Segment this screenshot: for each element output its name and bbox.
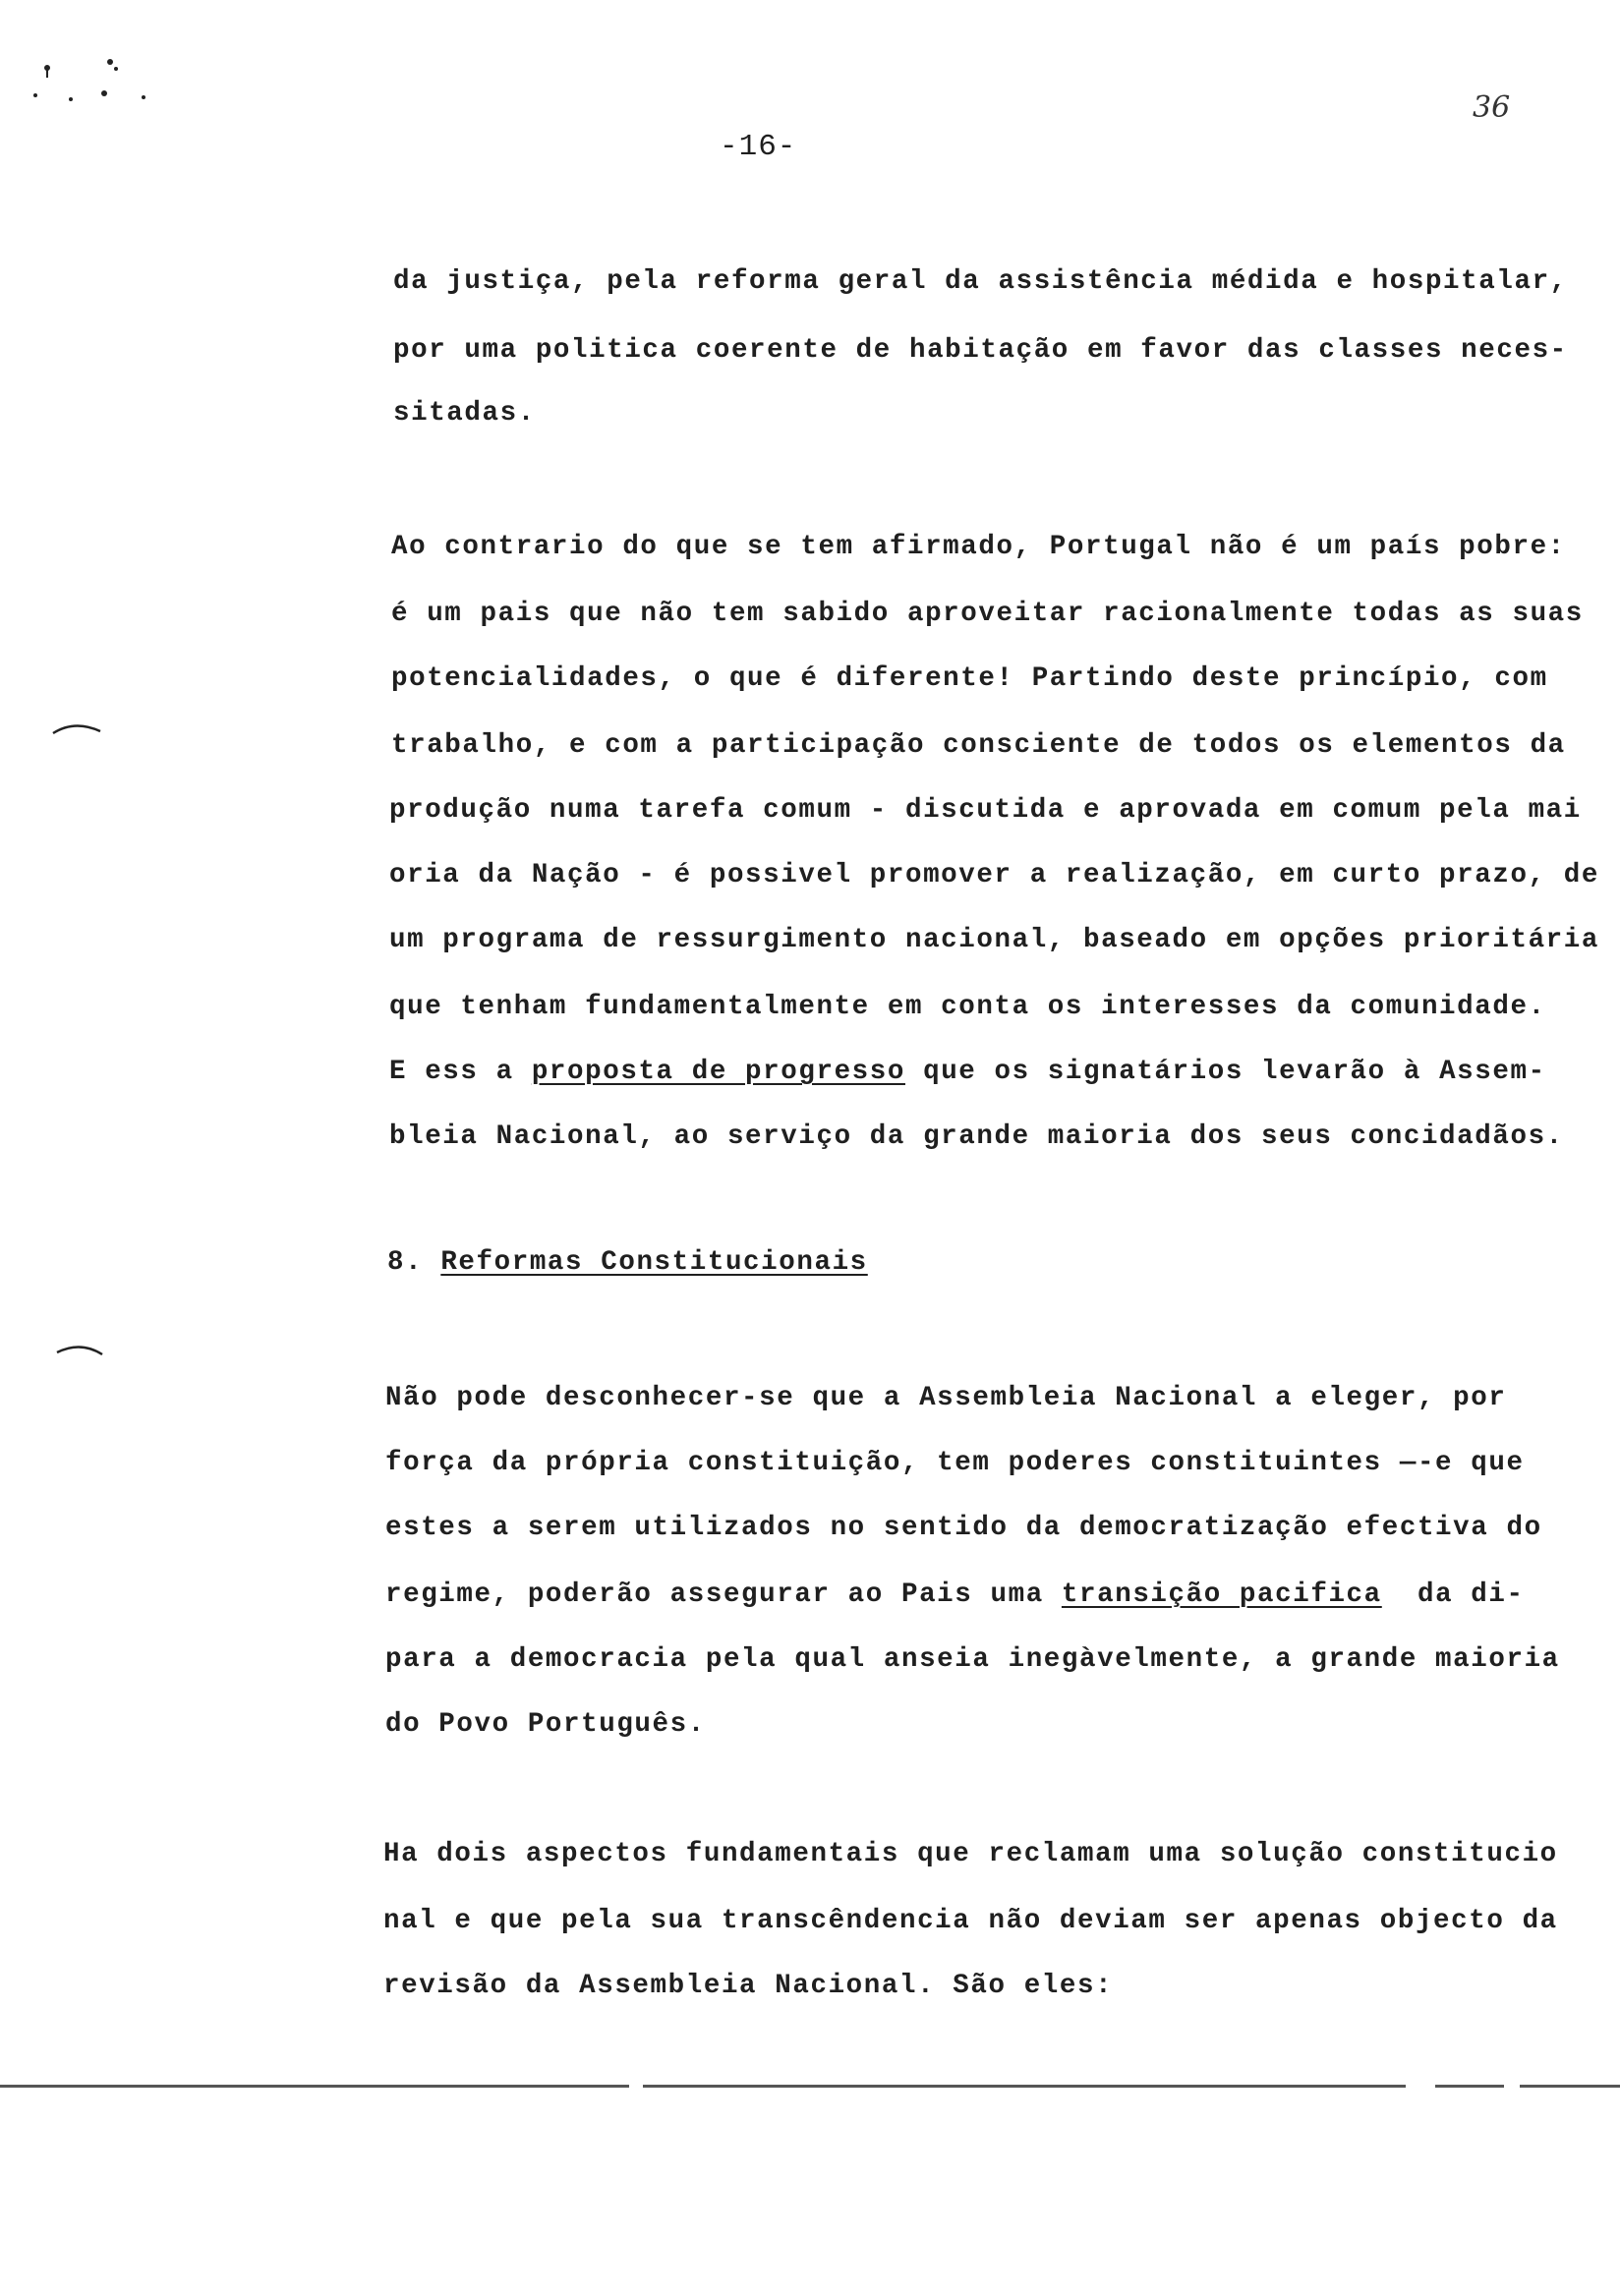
text-line: Ao contrario do que se tem afirmado, Portugal não é um país pobre:: [391, 532, 1566, 562]
text-line: um programa de ressurgimento nacional, baseado em opções prioritária: [389, 925, 1599, 955]
text-segment: E ess a: [389, 1057, 532, 1087]
rule-gap: [1406, 2085, 1435, 2088]
text-line: potencialidades, o que é diferente! Partindo deste princípio, com: [391, 663, 1548, 694]
rule-gap: [629, 2085, 643, 2088]
text-line: bleia Nacional, ao serviço da grande maioria dos seus concidadãos.: [389, 1121, 1564, 1152]
margin-bracket-mark: [51, 718, 104, 737]
text-line: da justiça, pela reforma geral da assistência médida e hospitalar,: [393, 266, 1568, 297]
handwritten-page-number: 36: [1473, 90, 1511, 125]
text-segment: da di-: [1381, 1579, 1525, 1610]
text-line: Ha dois aspectos fundamentais que reclamam uma solução constitucio: [383, 1839, 1558, 1869]
section-title: Reformas Constitucionais: [440, 1247, 868, 1278]
page-number: -16-: [720, 130, 797, 164]
margin-bracket-mark: [55, 1339, 108, 1358]
underlined-phrase: transição pacifica: [1061, 1579, 1382, 1610]
text-line: é um pais que não tem sabido aproveitar racionalmente todas as suas: [391, 599, 1584, 629]
underlined-phrase: proposta de progresso: [531, 1057, 905, 1087]
text-line: [385, 1578, 1525, 1612]
text-line: força da própria constituição, tem poderes constituintes —-e que: [385, 1448, 1525, 1478]
section-heading: [387, 1246, 868, 1280]
text-line: que tenham fundamentalmente em conta os interesses da comunidade.: [389, 992, 1546, 1022]
text-line: do Povo Português.: [385, 1709, 706, 1740]
bottom-rule: [0, 2085, 1620, 2088]
text-line: [389, 1056, 1546, 1089]
text-line: Não pode desconhecer-se que a Assembleia Nacional a eleger, por: [385, 1383, 1507, 1413]
text-line: produção numa tarefa comum - discutida e aprovada em comum pela mai: [389, 795, 1582, 826]
text-line: revisão da Assembleia Nacional. São eles:: [383, 1971, 1114, 2001]
rule-gap: [1504, 2085, 1520, 2088]
text-segment: regime, poderão assegurar ao Pais uma: [385, 1579, 1062, 1610]
text-line: estes a serem utilizados no sentido da democratização efectiva do: [385, 1513, 1542, 1543]
text-line: para a democracia pela qual anseia inegàvelmente, a grande maioria: [385, 1644, 1560, 1675]
text-line: sitadas.: [393, 398, 536, 429]
paper-specks: [29, 54, 167, 123]
text-line: trabalho, e com a participação consciente de todos os elementos da: [391, 730, 1566, 761]
text-line: nal e que pela sua transcêndencia não deviam ser apenas objecto da: [383, 1906, 1558, 1936]
section-number: 8.: [387, 1247, 441, 1278]
text-segment: que os signatários levarão à Assem-: [904, 1057, 1546, 1087]
text-line: por uma politica coerente de habitação em favor das classes neces-: [393, 335, 1568, 366]
text-line: oria da Nação - é possivel promover a realização, em curto prazo, de: [389, 860, 1599, 890]
